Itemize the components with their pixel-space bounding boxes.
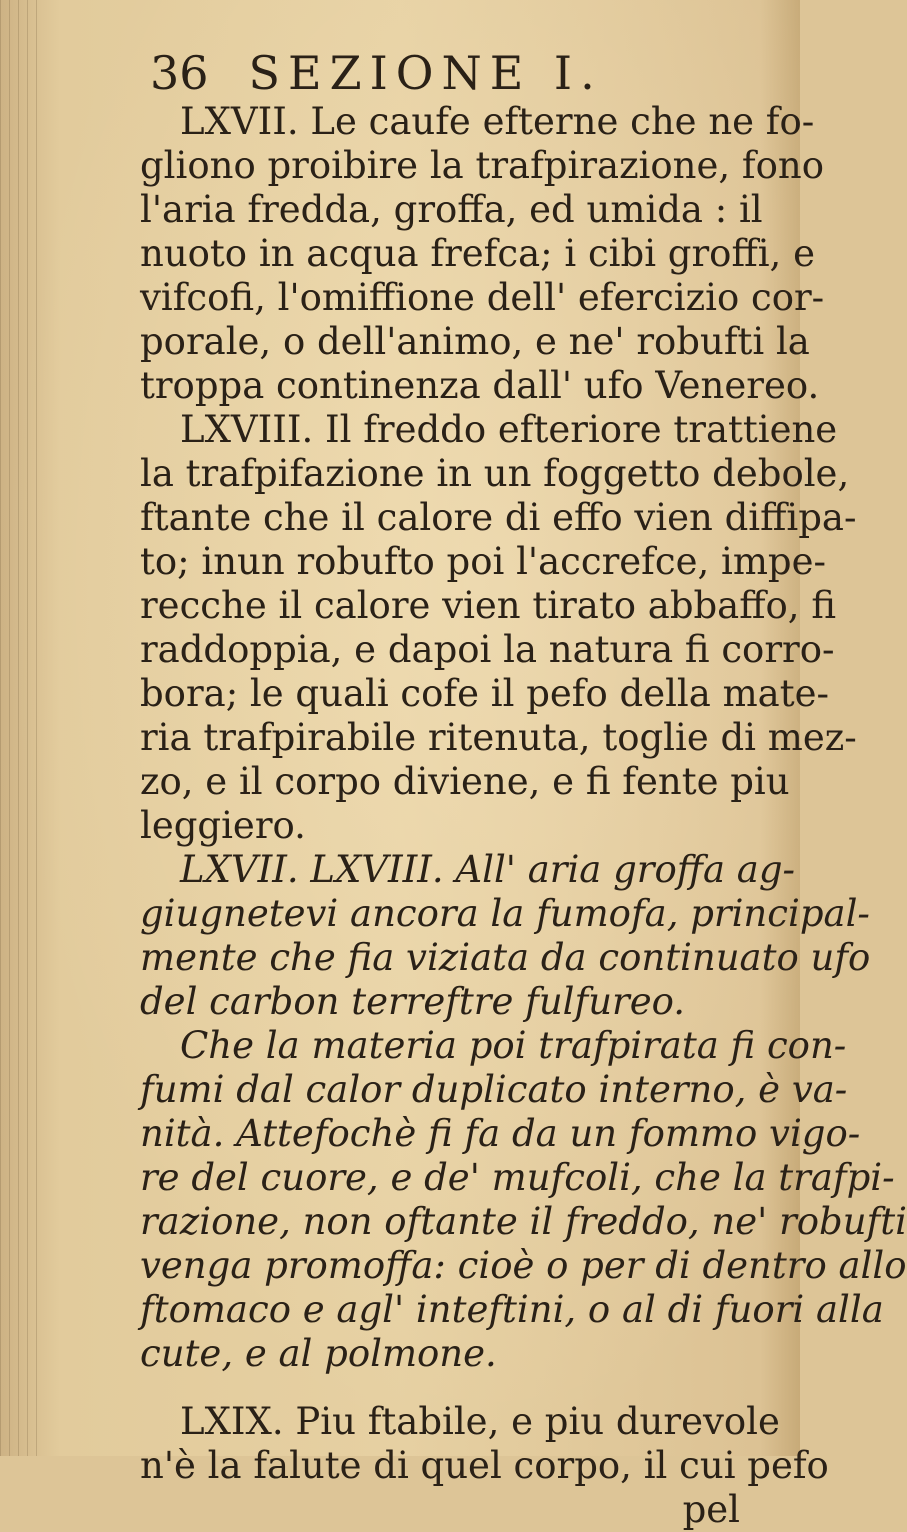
running-header <box>150 46 710 100</box>
body-text <box>140 100 907 1532</box>
text-line: del carbon terreftre fulfureo. <box>140 980 685 1023</box>
text-line: mente che fia viziata da continuato ufo <box>140 936 871 979</box>
text-line: porale, o dell'animo, e ne' robufti la <box>140 320 810 363</box>
catchword: pel <box>682 1488 740 1531</box>
paragraph-gap <box>140 1376 760 1400</box>
text-line: Che la materia poi trafpirata fi con- <box>180 1024 847 1067</box>
text-line: recche il calore vien tirato abbaffo, fi <box>140 584 837 627</box>
text-line: ftante che il calore di effo vien diffipa- <box>140 496 857 539</box>
text-line: nità. Attefochè fi fa da un fommo vigo- <box>140 1112 861 1155</box>
text-line: nuoto in acqua frefca; i cibi groffi, e <box>140 232 815 275</box>
binding-edge <box>0 0 40 1456</box>
text-line: re del cuore, e de' mufcoli, che la trafpi- <box>140 1156 895 1199</box>
text-line: leggiero. <box>140 804 306 847</box>
paragraph-lxvii <box>140 100 825 408</box>
text-line: giugnetevi ancora la fumofa, principal- <box>140 892 870 935</box>
text-line: razione, non oftante il freddo, ne' robufti <box>140 1200 907 1243</box>
text-line: ftomaco e agl' inteftini, o al di fuori alla <box>140 1288 884 1331</box>
text-line: venga promoffa: cioè o per di dentro allo <box>140 1244 907 1287</box>
text-line: cute, e al polmone. <box>140 1332 497 1375</box>
page-number: 36 <box>150 46 209 100</box>
text-line: LXVIII. Il freddo efteriore trattiene <box>180 408 838 451</box>
text-line: LXIX. Piu ftabile, e piu durevole <box>180 1400 780 1443</box>
text-line: vifcofi, l'omiffione dell' efercizio cor- <box>140 276 825 319</box>
annotation-continued <box>140 1024 907 1376</box>
section-title: SEZIONE I. <box>248 46 603 100</box>
text-line: troppa continenza dall' ufo Venereo. <box>140 364 820 407</box>
paragraph-lxviii <box>140 408 857 848</box>
text-line: la trafpifazione in un foggetto debole, <box>140 452 850 495</box>
text-line: ria trafpirabile ritenuta, toglie di mez- <box>140 716 857 759</box>
paragraph-lxix <box>140 1400 829 1532</box>
text-line: LXVII. Le caufe efterne che ne fo- <box>180 100 815 143</box>
annotation-lxvii-lxviii <box>140 848 871 1024</box>
text-line: raddoppia, e dapoi la natura fi corro- <box>140 628 835 671</box>
text-line: n'è la falute di quel corpo, il cui pefo <box>140 1444 829 1487</box>
text-line: to; inun robufto poi l'accrefce, impe- <box>140 540 827 583</box>
text-line: bora; le quali cofe il pefo della mate- <box>140 672 829 715</box>
text-line: zo, e il corpo diviene, e fi fente piu <box>140 760 790 803</box>
text-line: fumi dal calor duplicato interno, è va- <box>140 1068 848 1111</box>
text-line: l'aria fredda, groffa, ed umida : il <box>140 188 763 231</box>
text-line: gliono proibire la trafpirazione, fono <box>140 144 824 187</box>
text-line: LXVII. LXVIII. All' aria groffa ag- <box>180 848 796 891</box>
